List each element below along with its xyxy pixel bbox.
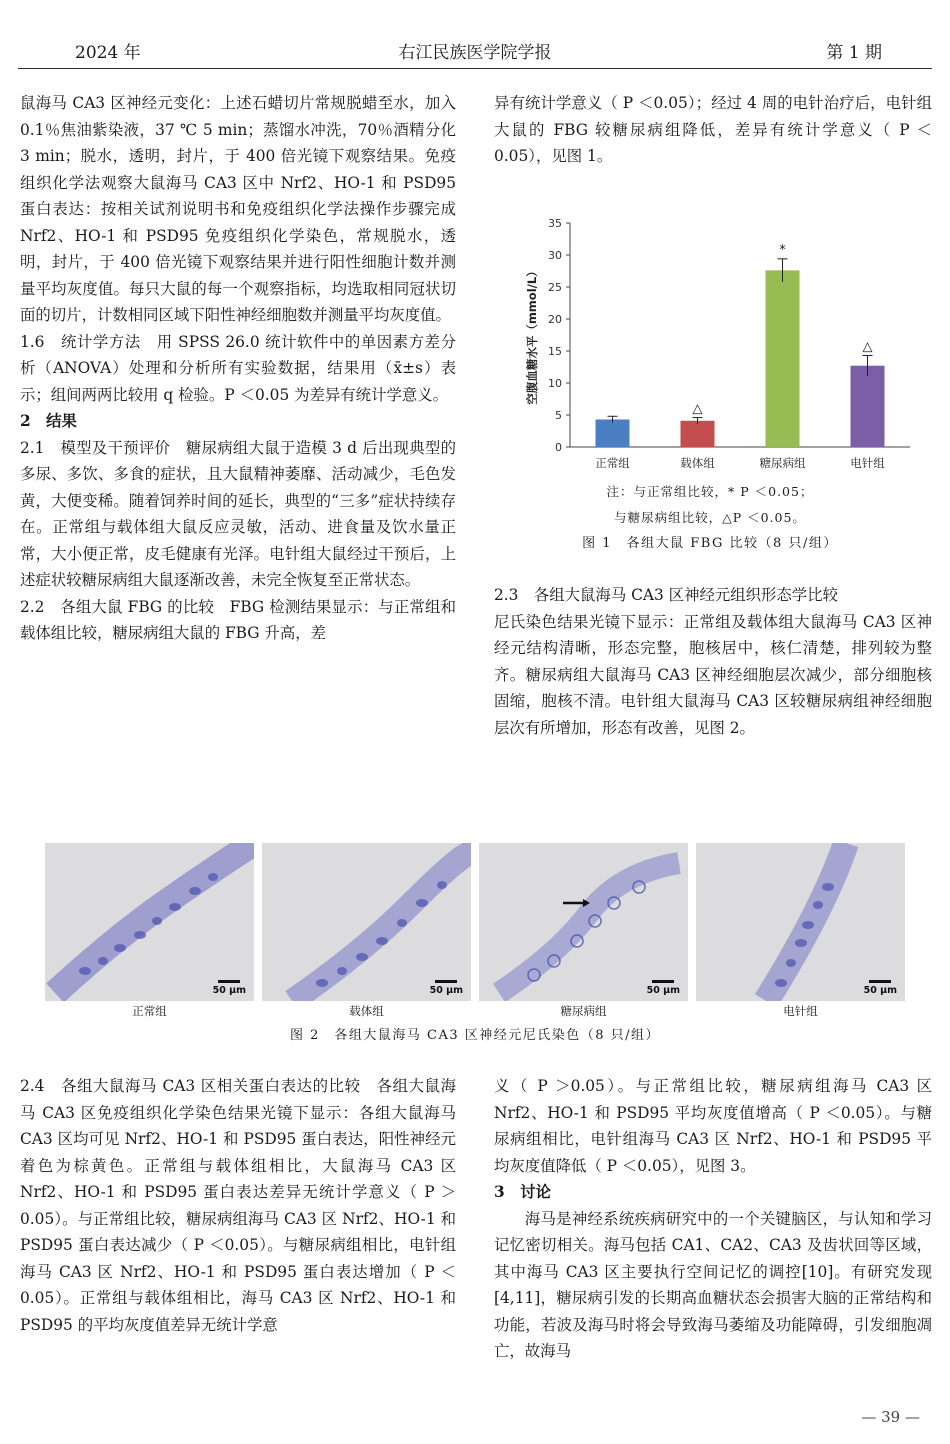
section-heading-discussion: 3 讨论 (494, 1183, 551, 1201)
paragraph-2-4: 2.4 各组大鼠海马 CA3 区相关蛋白表达的比较 各组大鼠海马 CA3 区免疫组织化学染色结果光镜下显示：各组大鼠海马 CA3 区均可见 Nrf2、HO-1 和 PSD95 蛋白表达，阳性神经元着色为棕黄色。正常组与载体组相比，大鼠海马 CA3 区 Nrf2、HO-1 和 PSD95 蛋白表达差异无统计学意义（ P ＞0.05）。与正常组比较，糖尿病组海马 CA3 区 Nrf2、HO-1 和 PSD95 蛋白表达减少（ P ＜0.05）。与糖尿病组相比，电针组海马 CA3 区 Nrf2、HO-1 和 PSD95 蛋白表达增加（ P ＜0.05）。正常组与载体组相比，海马 CA3 区 Nrf2、HO-1 和 PSD95 的平均灰度值差异无统计学意 (20, 1077, 456, 1334)
micrograph-diabetes (479, 843, 688, 1001)
bar-3 (851, 366, 885, 447)
right-column-mid (494, 582, 932, 741)
figure-1-note-line2: 与糖尿病组比较，△P ＜0.05。 (614, 510, 806, 525)
micrograph-label-diabetes: 糖尿病组 (560, 1004, 607, 1018)
y-tick-label: 5 (555, 409, 562, 422)
bar-annotation-3: △ (862, 339, 873, 355)
figure-1-caption: 图 1 各组大鼠 FBG 比较（8 只/组） (582, 536, 838, 551)
paragraph-2-4-continued: 义（ P ＞0.05）。与正常组比较，糖尿病组海马 CA3 区 Nrf2、HO-1 和 PSD95 平均灰度值增高（ P ＜0.05）。与糖尿病组相比，电针组海马 CA3 区 Nrf2、HO-1 和 PSD95 平均灰度值降低（ P ＜0.05），见图 3。 (494, 1077, 932, 1175)
scale-bar-diabetes: 50 μm (647, 980, 680, 996)
y-tick-label: 30 (548, 249, 562, 262)
heading-2-3: 2.3 各组大鼠海马 CA3 区神经元组织形态学比较 (494, 586, 838, 604)
paragraph-results-2-1: 2.1 模型及干预评价 糖尿病组大鼠于造模 3 d 后出现典型的多尿、多饮、多食的症状，且大鼠精神萎靡、活动减少，毛色发黄，大便变稀。随着饲养时间的延长，典型的“三多”症状持续存在。正常组与载体组大鼠反应灵敏，活动、进食量及饮水量正常，大小便正常，皮毛健康有光泽。电针组大鼠经过干预后，上述症状较糖尿病组大鼠逐渐改善，未完全恢复至正常状态。 (20, 438, 456, 589)
paragraph-results-2-2: 2.2 各组大鼠 FBG 的比较 FBG 检测结果显示：与正常组和载体组比较，糖尿病组大鼠的 FBG 升高，差 (20, 597, 456, 642)
paragraph-statistics: 1.6 统计学方法 用 SPSS 26.0 统计软件中的单因素方差分析（ANOVA）处理和分析所有实验数据，结果用（x̄±s）表示；组间两两比较用 q 检验。P ＜0.05 为差异有统计学意义。 (20, 332, 456, 404)
bar-0 (596, 419, 630, 447)
x-tick-label-0: 正常组 (595, 456, 630, 470)
figure-1-note-line1: 注：与正常组比较，* P ＜0.05； (606, 484, 814, 499)
bottom-left-column (20, 1073, 456, 1338)
micrograph-normal (45, 843, 254, 1001)
header-rule (18, 68, 932, 69)
micrograph-label-electroacupuncture: 电针组 (783, 1004, 818, 1018)
micrograph-normal-image (45, 843, 254, 1001)
y-tick-label: 20 (548, 313, 562, 326)
y-tick-label: 0 (555, 441, 562, 454)
figure-2-caption: 图 2 各组大鼠海马 CA3 区神经元尼氏染色（8 只/组） (289, 1028, 661, 1043)
right-column-top (494, 90, 932, 170)
section-heading-results: 2 结果 (20, 412, 77, 430)
paragraph-2-3: 尼氏染色结果光镜下显示：正常组及载体组大鼠海马 CA3 区神经元结构清晰，形态完整，胞核居中，核仁清楚，排列较为整齐。糖尿病组大鼠海马 CA3 区神经细胞层次减少，部分细胞核固缩，胞核不清。电针组大鼠海马 CA3 区较糖尿病组神经细胞层次有所增加，形态有改善，见图 2。 (494, 612, 932, 737)
fbg-bar-chart (490, 205, 930, 475)
y-tick-label: 10 (548, 377, 562, 390)
page-header (0, 0, 950, 70)
bottom-right-column (494, 1073, 932, 1365)
y-tick-label: 25 (548, 281, 562, 294)
page-number: — 39 — (861, 1408, 920, 1426)
x-tick-label-3: 电针组 (850, 456, 885, 470)
scale-bar-vehicle: 50 μm (430, 980, 463, 996)
micrograph-vehicle-image (262, 843, 471, 1001)
y-tick-label: 35 (548, 217, 562, 230)
micrograph-diabetes-image (479, 843, 688, 1001)
x-tick-label-1: 载体组 (680, 456, 715, 470)
x-tick-label-2: 糖尿病组 (759, 456, 806, 470)
y-axis-label: 空腹血糖水平（mmol/L） (525, 265, 539, 405)
y-tick-label: 15 (548, 345, 562, 358)
paragraph-discussion: 海马是神经系统疾病研究中的一个关键脑区，与认知和学习记忆密切相关。海马包括 CA1、CA2、CA3 及齿状回等区域，其中海马 CA3 区主要执行空间记忆的调控[10]。有研究发现[4,11]，糖尿病引发的长期高血糖状态会损害大脑的正常结构和功能，若波及海马时将会导致海马萎缩及功能障碍，引发细胞凋亡，故海马 (494, 1209, 932, 1360)
micrograph-electroacupuncture (696, 843, 905, 1001)
scale-bar-normal: 50 μm (213, 980, 246, 996)
bar-1 (681, 421, 715, 447)
scale-bar-electroacupuncture: 50 μm (864, 980, 897, 996)
bar-annotation-2: * (779, 242, 786, 258)
bar-annotation-1: △ (692, 401, 703, 417)
paragraph-methods-nissl: 鼠海马 CA3 区神经元变化：上述石蜡切片常规脱蜡至水，加入 0.1％焦油紫染液，37 ℃ 5 min；蒸馏水冲洗，70％酒精分化 3 min；脱水，透明，封片，于 400 倍光镜下观察结果。免疫组织化学法观察大鼠海马 CA3 区中 Nrf2、HO-1 和 PSD95 蛋白表达：按相关试剂说明书和免疫组织化学法操作步骤完成 Nrf2、HO-1 和 PSD95 免疫组织化学染色，常规脱水，透明，封片，于 400 倍光镜下观察结果并进行阳性细胞计数并测量平均灰度值。每只大鼠的每一个观察指标，均选取相同冠状切面的切片，计数相同区域下阳性神经细胞数并测量平均灰度值。 (20, 94, 456, 324)
paragraph-fbg-continued: 异有统计学意义（ P ＜0.05）；经过 4 周的电针治疗后，电针组大鼠的 FBG 较糖尿病组降低，差异有统计学意义（ P ＜0.05），见图 1。 (494, 94, 932, 165)
header-year: 2024 年 (75, 43, 141, 63)
micrograph-electroacupuncture-image (696, 843, 905, 1001)
bar-2 (766, 270, 800, 447)
header-issue: 第 1 期 (826, 43, 882, 63)
micrograph-label-vehicle: 载体组 (349, 1004, 384, 1018)
figure-1 (490, 205, 930, 479)
header-journal: 右江民族医学院学报 (398, 43, 552, 63)
left-column-top (20, 90, 456, 647)
micrograph-vehicle (262, 843, 471, 1001)
micrograph-label-normal: 正常组 (132, 1004, 167, 1018)
